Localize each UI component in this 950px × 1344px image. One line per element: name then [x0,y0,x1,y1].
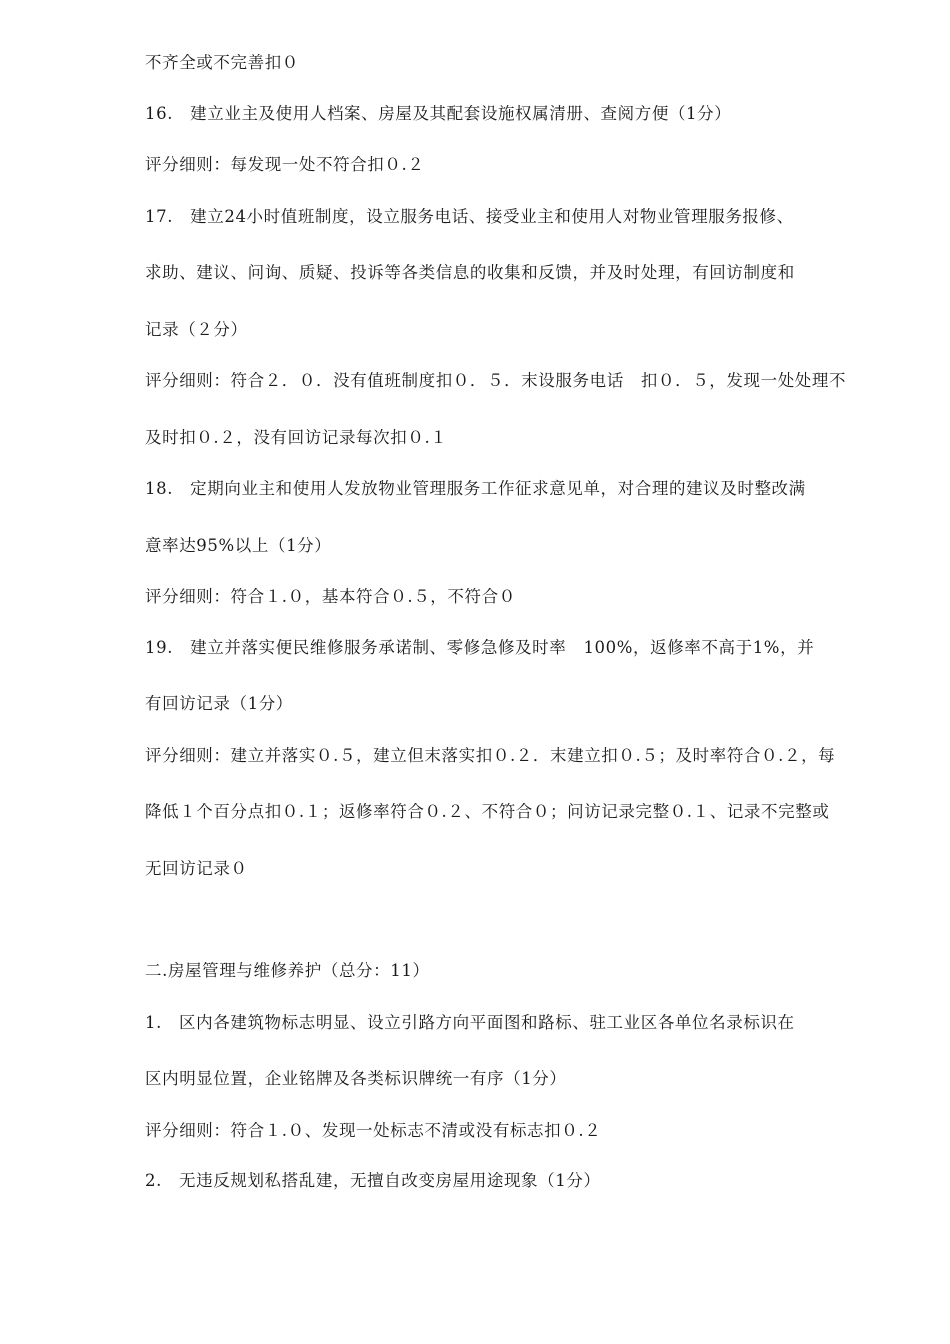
scoring-rule-19: 评分细则：建立并落实０.５，建立但末落实扣０.２．末建立扣０.５；及时率符合０.２，每 [145,746,836,765]
text-line-1: 不齐全或不完善扣０ [145,53,299,72]
item-17-line-2: 求助、建议、问询、质疑、投诉等各类信息的收集和反馈，并及时处理，有回访制度和 [145,263,795,282]
section-2-heading: 二.房屋管理与维修养护（总分：11） [145,961,430,980]
item-17-heading: 17. 建立24小时值班制度，设立服务电话、接受业主和使用人对物业管理服务报修、 [145,207,794,226]
item-16-heading: 16. 建立业主及使用人档案、房屋及其配套设施权属清册、查阅方便（1分） [145,104,732,123]
scoring-rule-16: 评分细则：每发现一处不符合扣０.２ [145,155,425,174]
section-2-item-1-line-2: 区内明显位置，企业铭牌及各类标识牌统一有序（1分） [145,1069,567,1088]
section-2-scoring-rule-1: 评分细则：符合１.０、发现一处标志不清或没有标志扣０.２ [145,1121,602,1140]
item-19-line-2: 有回访记录（1分） [145,694,293,713]
item-18-heading: 18. 定期向业主和使用人发放物业管理服务工作征求意见单，对合理的建议及时整改满 [145,479,806,498]
scoring-rule-17: 评分细则：符合２．０．没有值班制度扣０．５．末设服务电话 扣０．５，发现一处处理不 [145,371,847,390]
scoring-rule-18: 评分细则：符合１.０，基本符合０.５，不符合０ [145,587,516,606]
scoring-rule-19-line-3: 无回访记录０ [145,859,248,878]
item-17-line-3: 记录（２分） [145,320,248,339]
scoring-rule-19-line-2: 降低１个百分点扣０.１；返修率符合０.２、不符合０；问访记录完整０.１、记录不完整或 [145,802,830,821]
section-2-item-2-heading: 2. 无违反规划私搭乱建，无擅自改变房屋用途现象（1分） [145,1171,601,1190]
item-18-line-2: 意率达95%以上（1分） [145,536,332,555]
scoring-rule-17-line-2: 及时扣０.２，没有回访记录每次扣０.１ [145,428,448,447]
item-19-heading: 19. 建立并落实便民维修服务承诺制、零修急修及时率 100%，返修率不高于1%，并 [145,638,815,657]
section-2-item-1-heading: 1. 区内各建筑物标志明显、设立引路方向平面图和路标、驻工业区各单位名录标识在 [145,1013,795,1032]
